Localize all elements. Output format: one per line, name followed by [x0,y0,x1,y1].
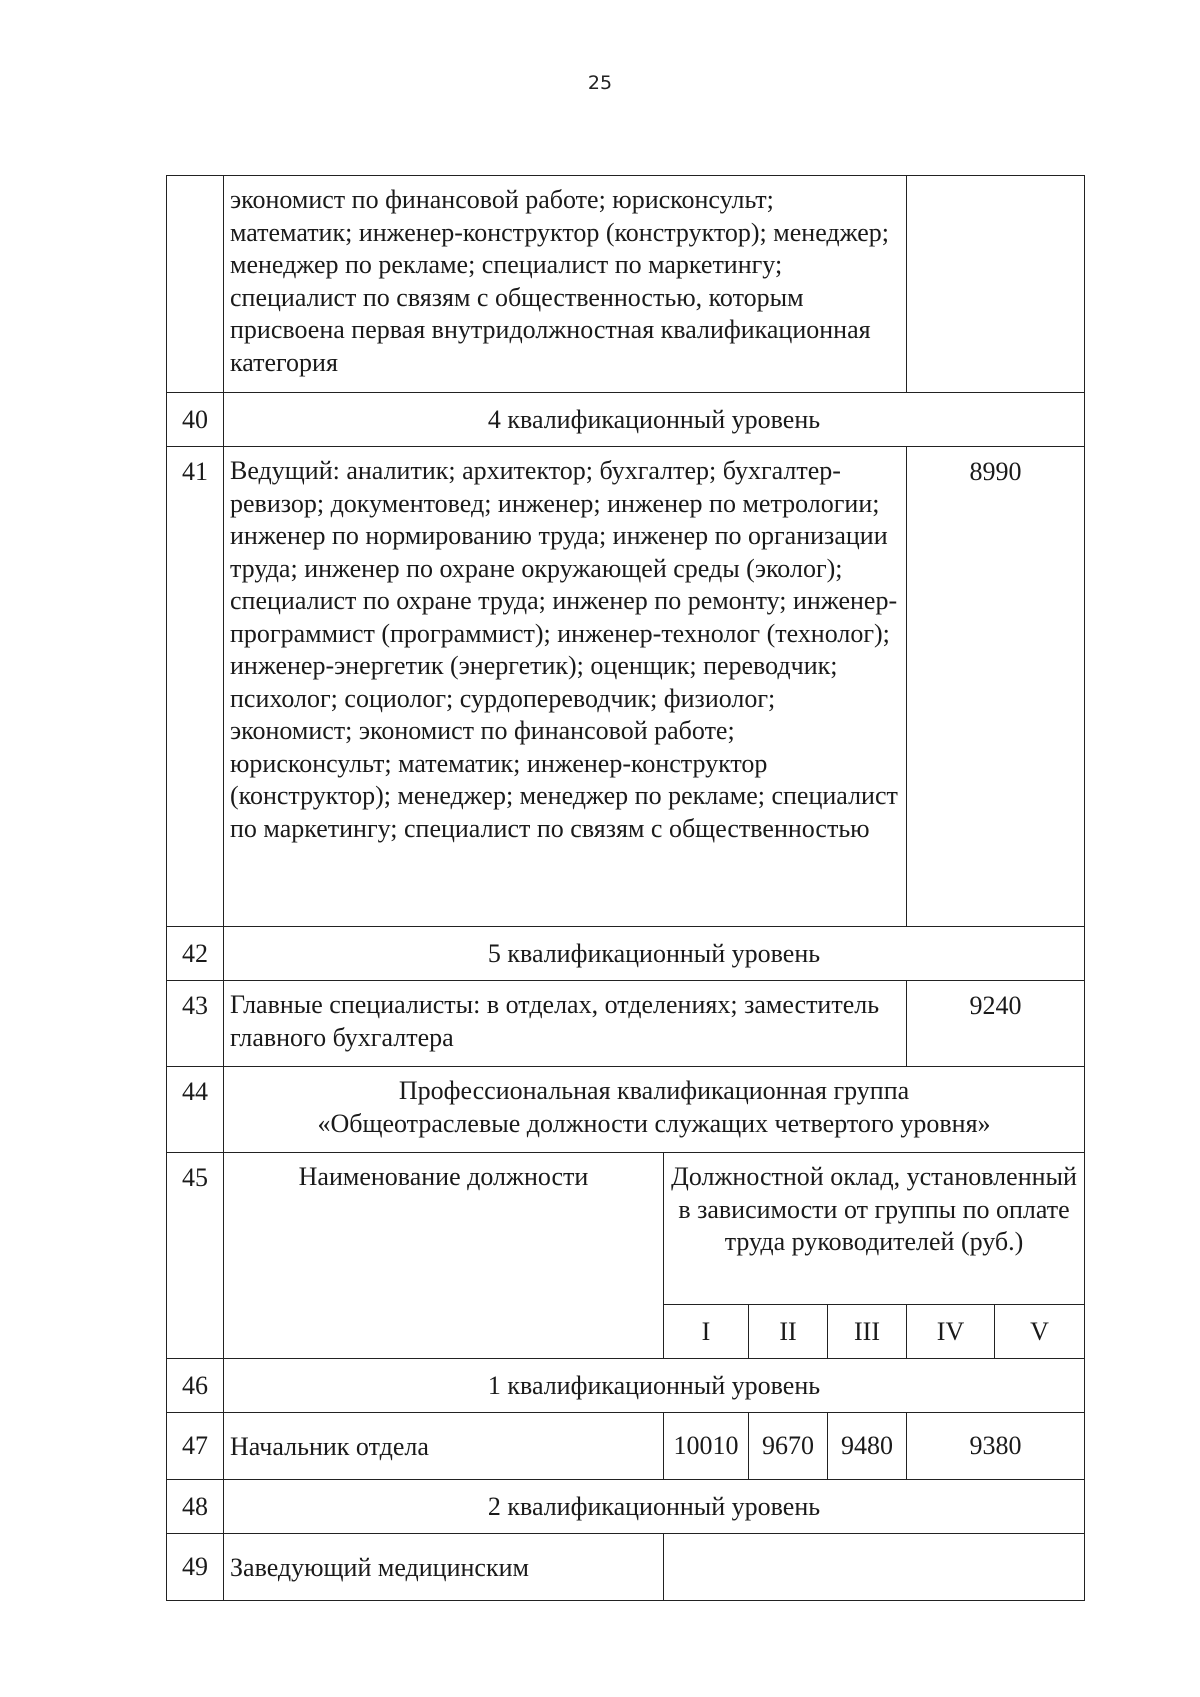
row-number-cell: 46 [167,1359,224,1413]
table-row-48 [167,1480,1085,1534]
group-name-line: «Общеотраслевые должности служащих четвертого уровня» [317,1108,991,1138]
position-list-cell: Главные специалисты: в отделах, отделениях; заместитель главного бухгалтера [224,981,907,1067]
salary-group-ii-cell: 9670 [749,1413,828,1480]
qualification-group-heading [224,1067,1085,1153]
salary-cell: 8990 [907,447,1085,927]
table-row-43 [167,981,1085,1067]
salary-group-i-cell: 10010 [664,1413,749,1480]
row-number-cell [167,176,224,393]
position-name-cell: Начальник отдела [224,1413,664,1480]
table-row-45 [167,1153,1085,1305]
salary-header: Должностной оклад, установленный в зависимости от группы по оплате труда руководителей (руб.) [664,1153,1085,1305]
group-iii-header: III [828,1305,907,1359]
qualification-level-heading: 4 квалификационный уровень [224,393,1085,447]
table-row-40 [167,393,1085,447]
salary-cell: 9240 [907,981,1085,1067]
row-number-cell: 48 [167,1480,224,1534]
row-number-cell: 42 [167,927,224,981]
row-number-cell: 45 [167,1153,224,1359]
salary-group-iv-v-cell: 9380 [907,1413,1085,1480]
row-number-cell: 43 [167,981,224,1067]
table-row-42 [167,927,1085,981]
qualification-level-heading: 5 квалификационный уровень [224,927,1085,981]
table-row-44 [167,1067,1085,1153]
table-row-49 [167,1534,1085,1601]
row-number-cell: 49 [167,1534,224,1601]
salary-table [166,175,1085,1601]
row-number-cell: 41 [167,447,224,927]
page-number: 25 [587,72,613,94]
table-row-continued [167,176,1085,393]
position-list-cell: Ведущий: аналитик; архитектор; бухгалтер; бухгалтер-ревизор; документовед; инженер; инженер по метрологии; инженер по нормированию труда; инженер по организации труда; инженер по охране окружающей среды (эколог); специалист по охране труда; инженер по ремонту; инженер-программист (программист); инженер-технолог (технолог); инженер-энергетик (энергетик); оценщик; переводчик; психолог; социолог; сурдопереводчик; физиолог; экономист; экономист по финансовой работе; юрисконсульт; математик; инженер-конструктор (конструктор); менеджер; менеджер по рекламе; специалист по маркетингу; специалист по связям с общественностью [224,447,907,927]
row-number-cell: 47 [167,1413,224,1480]
table-row-47 [167,1413,1085,1480]
table-row-41 [167,447,1085,927]
salary-cell [664,1534,1085,1601]
position-name-header: Наименование должности [224,1153,664,1359]
group-v-header: V [995,1305,1085,1359]
table-row-46 [167,1359,1085,1413]
salary-cell [907,176,1085,393]
qualification-level-heading: 2 квалификационный уровень [224,1480,1085,1534]
row-number-cell: 40 [167,393,224,447]
group-ii-header: II [749,1305,828,1359]
group-title-line: Профессиональная квалификационная группа [398,1076,910,1105]
qualification-level-heading: 1 квалификационный уровень [224,1359,1085,1413]
position-list-cell: экономист по финансовой работе; юрисконсульт; математик; инженер-конструктор (конструктор); менеджер; менеджер по рекламе; специалист по маркетингу; специалист по связям с общественностью, которым присвоена первая внутридолжностная квалификационная категория [224,176,907,393]
group-i-header: I [664,1305,749,1359]
salary-group-iii-cell: 9480 [828,1413,907,1480]
row-number-cell: 44 [167,1067,224,1153]
group-iv-header: IV [907,1305,995,1359]
position-name-cell: Заведующий медицинским [224,1534,664,1601]
